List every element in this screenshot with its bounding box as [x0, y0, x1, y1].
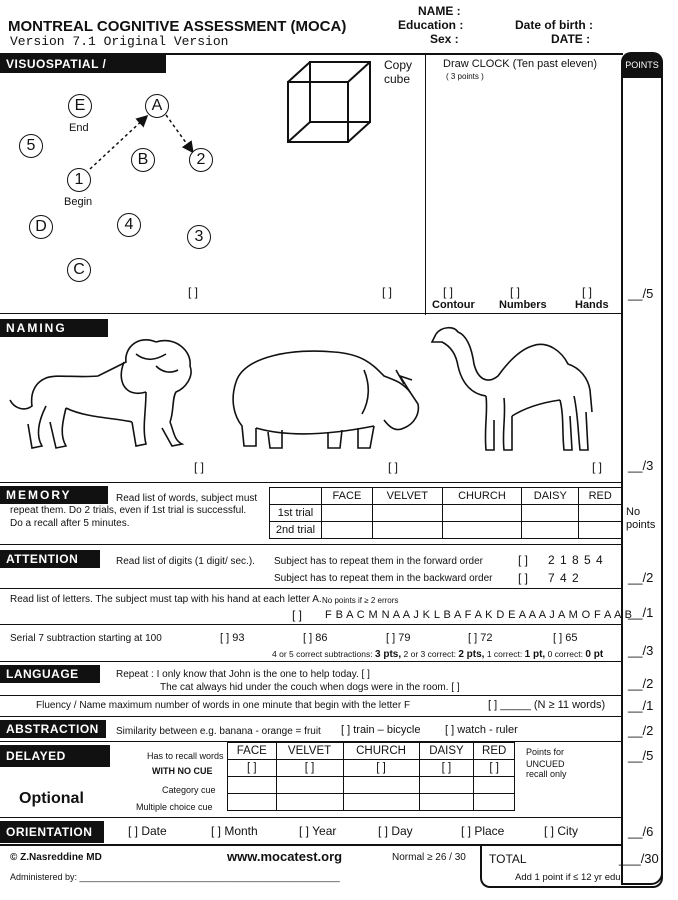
total-score[interactable]: ___/30	[619, 851, 659, 866]
serial-86[interactable]	[303, 632, 327, 644]
form-title: MONTREAL COGNITIVE ASSESSMENT (MOCA)	[8, 18, 347, 35]
uncued-note-1: Points for	[526, 747, 565, 757]
multiple-choice-cell[interactable]	[419, 794, 474, 811]
orientation-score[interactable]: __/6	[628, 824, 654, 839]
digits-row	[0, 588, 623, 589]
trial-2-label: 2nd trial	[270, 522, 322, 539]
uncued-note-3: recall only	[526, 769, 567, 779]
total-label: TOTAL	[489, 852, 527, 866]
trial-1-cell[interactable]	[372, 505, 442, 522]
name-label: NAME :	[418, 4, 461, 18]
digits-instruction: Read list of digits (1 digit/ sec.).	[116, 556, 255, 567]
multiple-choice-cell[interactable]	[228, 794, 277, 811]
serial-79[interactable]	[386, 632, 410, 644]
copy-cube-label-2: cube	[384, 72, 411, 86]
begin-label: Begin	[64, 196, 93, 208]
serial-65[interactable]	[553, 632, 577, 644]
forward-label: Subject has to repeat them in the forward order	[274, 556, 484, 567]
serial-scoring-note: 4 or 5 correct subtractions: 3 pts, 2 or 3 correct: 2 pts, 1 correct: 1 pt, 0 correct: 0 pt	[272, 649, 604, 660]
repeat-row	[0, 695, 623, 696]
backward-label: Subject has to repeat them in the backward order	[274, 573, 493, 584]
orientation-month[interactable]: [ ] Month	[211, 824, 258, 838]
hands-checkbox[interactable]: [ ]	[582, 285, 593, 299]
no-points-label: No	[626, 506, 641, 518]
copyright: © Z.Nasreddine MD	[10, 852, 102, 863]
naming-header: NAMING	[0, 319, 108, 337]
category-cell[interactable]	[343, 777, 419, 794]
trial-2-cell[interactable]	[372, 522, 442, 539]
date-label: DATE :	[551, 32, 591, 46]
recall-word-face: FACE	[228, 743, 277, 760]
trial-1-label: 1st trial	[270, 505, 322, 522]
letters-score[interactable]: __/1	[628, 605, 654, 620]
recall-word-daisy: DAISY	[419, 743, 474, 760]
orientation-place[interactable]: [ ] Place	[461, 824, 505, 838]
recall-word-church: CHURCH	[343, 743, 419, 760]
backward-digits: 7 4 2	[548, 571, 580, 585]
orientation-date[interactable]: [ ] Date	[128, 824, 167, 838]
memory-header: MEMORY	[0, 486, 108, 504]
no-points-label-2: points	[626, 519, 656, 531]
recall-instruction: Has to recall words	[147, 751, 224, 761]
copy-cube-label: Copy	[384, 58, 413, 72]
category-cell[interactable]	[276, 777, 343, 794]
education-label: Education :	[398, 18, 464, 32]
abstraction-score[interactable]: __/2	[628, 723, 654, 738]
memory-word-face: FACE	[322, 488, 373, 505]
recall-checkbox[interactable]: [ ]	[419, 760, 474, 777]
serial-value: 93	[232, 632, 245, 644]
recall-word-red: RED	[474, 743, 515, 760]
camel-drawing	[428, 320, 598, 460]
trail-node-c: C	[67, 258, 91, 282]
recall-section	[0, 817, 623, 818]
uncued-note-2: UNCUED	[526, 759, 565, 769]
contour-label: Contour	[432, 299, 475, 311]
trial-1-cell[interactable]	[522, 505, 579, 522]
form-version: Version 7.1 Original Version	[10, 34, 229, 49]
memory-word-velvet: VELVET	[372, 488, 442, 505]
trail-node-2: 2	[189, 148, 213, 172]
serial-value: 86	[315, 632, 328, 644]
category-cell[interactable]	[474, 777, 515, 794]
memory-instruction-2: repeat them. Do 2 trials, even if 1st trial is successful.	[10, 505, 247, 516]
trial-2-cell[interactable]	[322, 522, 373, 539]
trail-checkbox[interactable]: [ ]	[188, 285, 199, 299]
visuospatial-header: VISUOSPATIAL / EXECUTIVE	[0, 55, 166, 73]
letters-checkbox[interactable]: [ ]	[292, 608, 303, 622]
abstraction-train-bicycle[interactable]: [ ] train – bicycle	[341, 724, 421, 736]
optional-label: Optional	[19, 790, 84, 807]
serial-instruction: Serial 7 subtraction starting at 100	[10, 633, 162, 644]
contour-checkbox[interactable]: [ ]	[443, 285, 454, 299]
rhino-checkbox[interactable]: [ ]	[388, 460, 399, 474]
abstraction-header: ABSTRACTION	[0, 720, 106, 738]
abstraction-instruction: Similarity between e.g. banana - orange = fruit	[116, 726, 321, 737]
cube-drawing	[284, 58, 376, 148]
camel-checkbox[interactable]: [ ]	[592, 460, 603, 474]
attention-header: ATTENTION	[0, 550, 100, 568]
clock-title: Draw CLOCK (Ten past eleven)	[443, 58, 598, 70]
recall-checkbox[interactable]: [ ]	[474, 760, 515, 777]
letters-sequence: F B A C M N A A J K L B A F A K D E A A A J A M O F A A B	[325, 609, 633, 621]
serial-checkbox[interactable]: [ ]	[386, 632, 396, 644]
digits-score[interactable]: __/2	[628, 570, 654, 585]
trail-node-a: A	[145, 94, 169, 118]
trail-node-e: E	[68, 94, 92, 118]
numbers-label: Numbers	[499, 299, 547, 311]
memory-word-red: RED	[579, 488, 622, 505]
memory-table	[269, 487, 622, 539]
recall-checkbox[interactable]: [ ]	[228, 760, 277, 777]
serial-checkbox[interactable]: [ ]	[553, 632, 563, 644]
naming-score[interactable]: __/3	[628, 458, 654, 473]
multiple-choice-cell[interactable]	[474, 794, 515, 811]
multiple-choice-label: Multiple choice cue	[136, 802, 213, 812]
lion-drawing	[6, 332, 206, 457]
orientation-city[interactable]: [ ] City	[544, 824, 579, 838]
trial-2-cell[interactable]	[442, 522, 521, 539]
serial-score[interactable]: __/3	[628, 643, 654, 658]
forward-digits: 2 1 8 5 4	[548, 553, 604, 567]
trail-node-3: 3	[187, 225, 211, 249]
letters-row	[0, 624, 623, 625]
trial-1-cell[interactable]	[579, 505, 622, 522]
attention-section	[0, 661, 623, 662]
trial-2-cell[interactable]	[579, 522, 622, 539]
letters-note: No points if ≥ 2 errors	[322, 596, 399, 605]
clock-divider	[425, 53, 426, 315]
hands-label: Hands	[575, 299, 609, 311]
serial-72[interactable]	[468, 632, 492, 644]
no-cue-label: WITH NO CUE	[152, 766, 213, 776]
recall-table	[227, 742, 515, 811]
end-label: End	[69, 122, 89, 134]
memory-word-church: CHURCH	[442, 488, 521, 505]
orientation-header: ORIENTATION	[0, 821, 104, 843]
trial-2-cell[interactable]	[522, 522, 579, 539]
serial-checkbox[interactable]: [ ]	[220, 632, 230, 644]
multiple-choice-cell[interactable]	[343, 794, 419, 811]
repeat-sentence-2: The cat always hid under the couch when dogs were in the room. [ ]	[160, 682, 460, 693]
cube-checkbox[interactable]: [ ]	[382, 285, 393, 299]
serial-value: 65	[565, 632, 578, 644]
category-cell[interactable]	[419, 777, 474, 794]
language-header: LANGUAGE	[0, 665, 100, 683]
trail-node-1: 1	[67, 168, 91, 192]
naming-section	[0, 482, 623, 483]
multiple-choice-cell[interactable]	[276, 794, 343, 811]
rhino-drawing	[224, 340, 424, 455]
memory-instruction-1: Read list of words, subject must	[116, 493, 258, 504]
serial-value: 72	[480, 632, 493, 644]
sex-label: Sex :	[430, 32, 459, 46]
dob-label: Date of birth :	[515, 18, 593, 32]
trail-node-4: 4	[117, 213, 141, 237]
abstraction-watch-ruler[interactable]: [ ] watch - ruler	[445, 724, 518, 736]
education-adjustment: Add 1 point if ≤ 12 yr edu	[515, 872, 621, 883]
points-header: POINTS	[621, 52, 663, 78]
memory-word-daisy: DAISY	[522, 488, 579, 505]
delayed-recall-header: DELAYED RECALL	[0, 745, 110, 767]
orientation-day[interactable]: [ ] Day	[378, 824, 413, 838]
trail-node-5: 5	[19, 134, 43, 158]
administered-by[interactable]: Administered by: ____________________________________________________	[10, 872, 340, 882]
normal-range: Normal ≥ 26 / 30	[392, 852, 466, 863]
recall-checkbox[interactable]: [ ]	[276, 760, 343, 777]
serial-checkbox[interactable]: [ ]	[468, 632, 478, 644]
trail-node-d: D	[29, 215, 53, 239]
serial-value: 79	[398, 632, 411, 644]
backward-checkbox[interactable]: [ ]	[518, 571, 529, 585]
trial-1-cell[interactable]	[322, 505, 373, 522]
visuospatial-score[interactable]: __/5	[628, 286, 654, 301]
forward-checkbox[interactable]: [ ]	[518, 553, 529, 567]
repeat-score[interactable]: __/2	[628, 676, 654, 691]
fluency-instruction: Fluency / Name maximum number of words in one minute that begin with the letter F	[36, 700, 411, 711]
serial-93[interactable]	[220, 632, 244, 644]
repeat-sentence-1: Repeat : I only know that John is the one to help today. [ ]	[116, 669, 370, 680]
serial-checkbox[interactable]: [ ]	[303, 632, 313, 644]
clock-points: ( 3 points )	[446, 72, 484, 81]
orientation-year[interactable]: [ ] Year	[299, 824, 337, 838]
fluency-checkbox[interactable]: [ ] _____ (N ≥ 11 words)	[488, 699, 606, 711]
letters-instruction: Read list of letters. The subject must tap with his hand at each letter A.	[10, 594, 322, 605]
trail-node-b: B	[131, 148, 155, 172]
memory-instruction-3: Do a recall after 5 minutes.	[10, 518, 130, 529]
trial-1-cell[interactable]	[442, 505, 521, 522]
recall-checkbox[interactable]: [ ]	[343, 760, 419, 777]
memory-section	[0, 544, 623, 545]
recall-score[interactable]: __/5	[628, 748, 654, 763]
recall-word-velvet: VELVET	[276, 743, 343, 760]
website-link[interactable]: www.mocatest.org	[227, 849, 343, 864]
numbers-checkbox[interactable]: [ ]	[510, 285, 521, 299]
language-section	[0, 716, 623, 717]
category-cue-label: Category cue	[162, 785, 216, 795]
category-cell[interactable]	[228, 777, 277, 794]
lion-checkbox[interactable]: [ ]	[194, 460, 205, 474]
fluency-score[interactable]: __/1	[628, 698, 654, 713]
